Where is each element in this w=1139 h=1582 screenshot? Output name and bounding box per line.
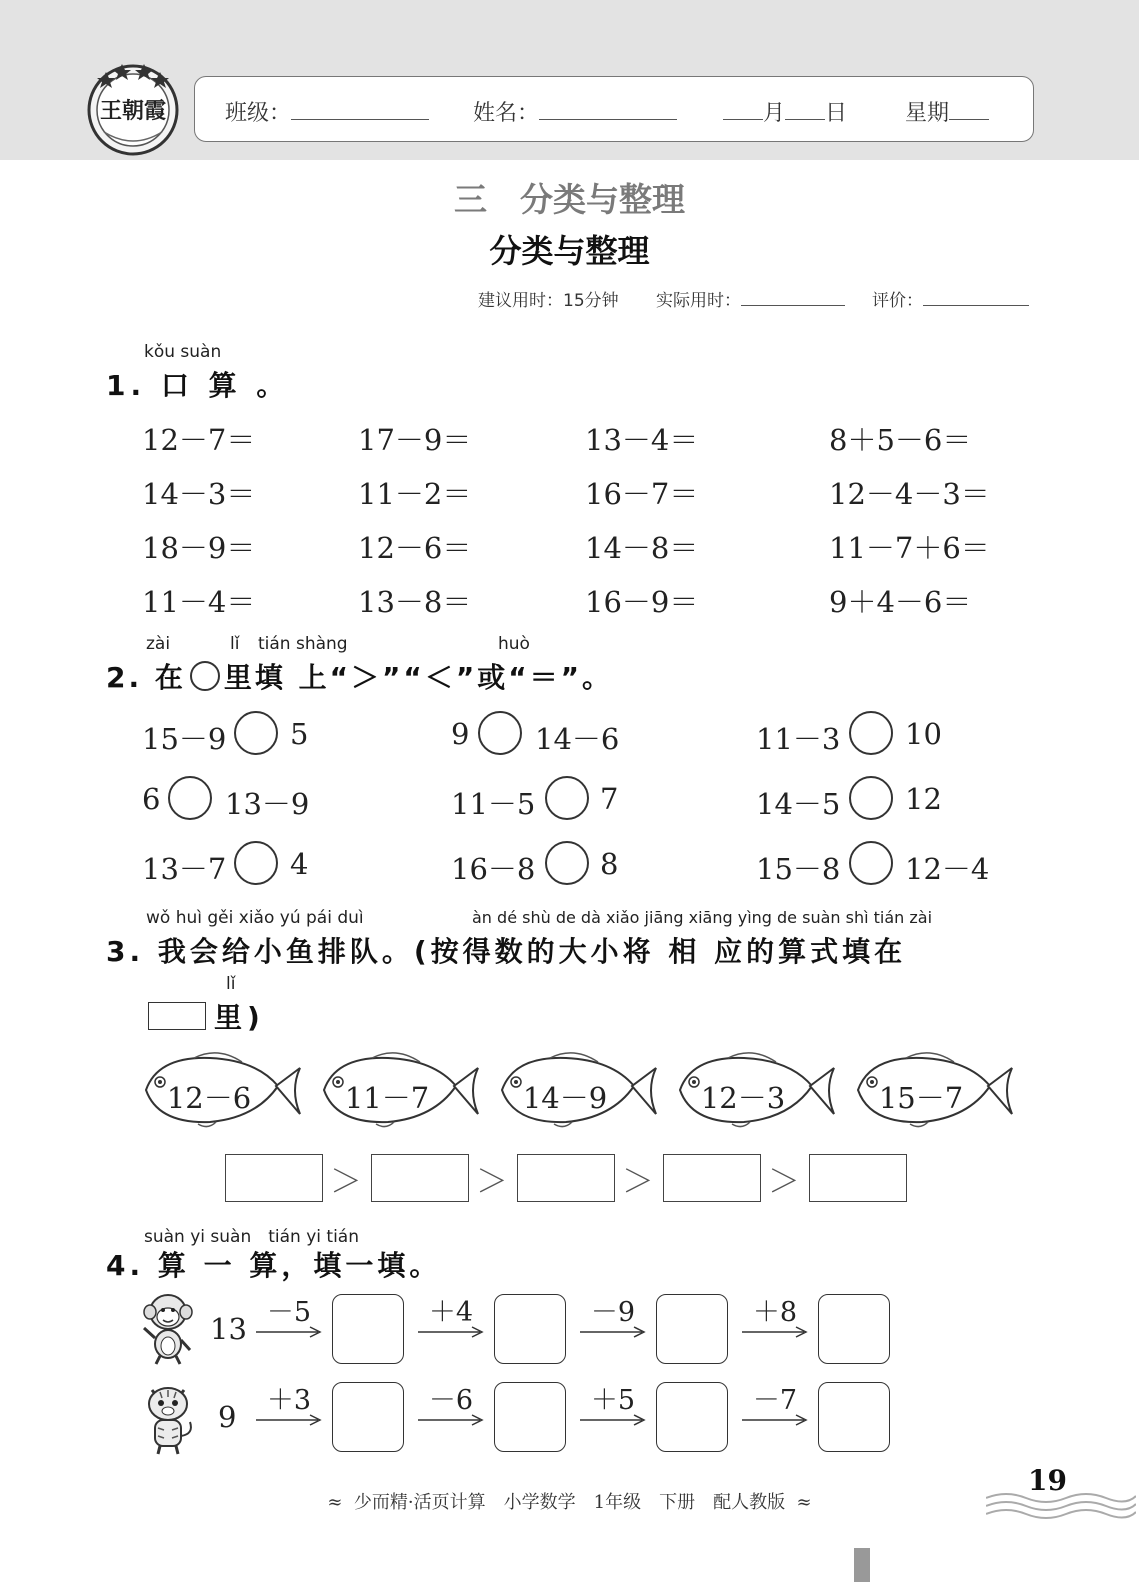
evaluation-label: 评价： (872, 291, 923, 311)
compare-left: 11－5 (451, 787, 536, 821)
arrow-right-icon (256, 1325, 322, 1339)
day-label: 日 (825, 101, 848, 126)
chain-answer-box[interactable] (494, 1382, 566, 1452)
lesson-title: 分类与整理 (489, 232, 650, 270)
compare-circle[interactable] (849, 711, 893, 755)
chain-answer-box[interactable] (656, 1382, 728, 1452)
order-answer-box[interactable] (663, 1154, 761, 1202)
greater-than-sign: ＞ (476, 1162, 509, 1200)
day-blank[interactable] (785, 100, 825, 120)
date-field[interactable] (723, 96, 847, 127)
q3-title: 3. 我会给小鱼排队。(按得数的大小将 相 应的算式填在 (106, 935, 907, 968)
compare-right: 12 (905, 782, 942, 816)
fish-card (850, 1046, 1014, 1134)
q1-expression[interactable]: 17－9＝ (358, 423, 472, 457)
chain-answer-box[interactable] (494, 1294, 566, 1364)
order-answer-box[interactable] (809, 1154, 907, 1202)
q4-title: 4. 算 一 算，填一填。 (106, 1249, 442, 1282)
month-blank[interactable] (723, 100, 763, 120)
q1-expression[interactable]: 13－4＝ (585, 423, 699, 457)
name-field[interactable] (473, 96, 677, 127)
arrow-right-icon (418, 1325, 484, 1339)
compare-right: 12－4 (905, 852, 990, 886)
q1-expression[interactable]: 18－9＝ (142, 531, 256, 565)
chain-answer-box[interactable] (332, 1294, 404, 1364)
chain-answer-box[interactable] (656, 1294, 728, 1364)
arrow-right-icon (742, 1325, 808, 1339)
chain-start-number: 13 (210, 1312, 247, 1346)
name-label: 姓名： (473, 101, 540, 126)
q1-pinyin: kǒu suàn (144, 342, 222, 362)
compare-left: 9 (451, 717, 470, 751)
actual-time-label: 实际用时： (656, 291, 741, 311)
q1-expression[interactable]: 16－7＝ (585, 477, 699, 511)
fish-expression: 14－9 (522, 1081, 608, 1115)
order-answer-box[interactable] (225, 1154, 323, 1202)
compare-right: 5 (290, 717, 309, 751)
fish-expression: 12－6 (166, 1081, 252, 1115)
q1-expression[interactable]: 14－8＝ (585, 531, 699, 565)
circle-icon (190, 661, 220, 691)
chain-answer-box[interactable] (818, 1294, 890, 1364)
evaluation-field[interactable] (872, 286, 1029, 311)
student-info-box (194, 76, 1034, 142)
q2-pinyin-huo: huò (498, 634, 530, 654)
week-label: 星期 (905, 101, 950, 126)
chain-answer-box[interactable] (332, 1382, 404, 1452)
chain-operation: ＋3 (266, 1385, 312, 1416)
arrow-right-icon (256, 1413, 322, 1427)
q3-pinyin-li: lǐ (226, 974, 236, 994)
fish-card (138, 1046, 302, 1134)
q1-expression[interactable]: 11－2＝ (358, 477, 472, 511)
week-blank[interactable] (949, 100, 989, 120)
q4-pinyin: suàn yi suàn tián yi tián (144, 1227, 359, 1247)
q1-expression[interactable]: 16－9＝ (585, 585, 699, 619)
chain-operation: ＋4 (428, 1297, 474, 1328)
q1-expression[interactable]: 14－3＝ (142, 477, 256, 511)
chain-answer-box[interactable] (818, 1382, 890, 1452)
compare-left: 14－5 (756, 787, 841, 821)
compare-left: 6 (142, 782, 161, 816)
fish-expression: 15－7 (878, 1081, 964, 1115)
wave-decoration-icon (986, 1488, 1136, 1528)
footer-series-text: ≈ 少而精·活页计算 小学数学 1年级 下册 配人教版 ≈ (327, 1492, 812, 1513)
compare-right: 10 (905, 717, 942, 751)
compare-left: 11－3 (756, 722, 841, 756)
compare-right: 8 (600, 847, 619, 881)
unit-title: 三 分类与整理 (454, 180, 685, 219)
compare-right: 13－9 (225, 787, 310, 821)
compare-left: 15－9 (142, 722, 227, 756)
arrow-right-icon (742, 1413, 808, 1427)
q1-expression[interactable]: 12－6＝ (358, 531, 472, 565)
actual-time-blank[interactable] (741, 290, 845, 306)
compare-circle[interactable] (545, 841, 589, 885)
week-field[interactable] (905, 96, 989, 127)
evaluation-blank[interactable] (923, 290, 1029, 306)
q1-expression[interactable]: 13－8＝ (358, 585, 472, 619)
month-label: 月 (763, 101, 786, 126)
q2-title-post: 里填 上“＞”“＜”或“＝”。 (223, 661, 614, 694)
chain-operation: ＋8 (752, 1297, 798, 1328)
chain-operation: －6 (428, 1385, 474, 1416)
monkey-icon (138, 1290, 198, 1370)
q1-expression[interactable]: 9＋4－6＝ (829, 585, 972, 619)
order-answer-box[interactable] (517, 1154, 615, 1202)
compare-circle[interactable] (849, 776, 893, 820)
compare-circle[interactable] (478, 711, 522, 755)
fish-card (494, 1046, 658, 1134)
compare-circle[interactable] (168, 776, 212, 820)
compare-circle[interactable] (545, 776, 589, 820)
publisher-logo (84, 58, 182, 156)
name-blank[interactable] (539, 100, 677, 120)
q3-pinyin-a: wǒ huì gěi xiǎo yú pái duì (146, 908, 364, 928)
page-number: 19 (1028, 1464, 1067, 1497)
greater-than-sign: ＞ (330, 1162, 363, 1200)
arrow-right-icon (580, 1325, 646, 1339)
arrow-right-icon (580, 1413, 646, 1427)
class-field[interactable] (225, 96, 429, 127)
compare-right: 7 (600, 782, 619, 816)
chain-operation: －7 (752, 1385, 798, 1416)
actual-time-field[interactable] (656, 286, 845, 311)
q1-title: 1. 口 算 。 (106, 369, 290, 402)
fish-expression: 11－7 (344, 1081, 430, 1115)
suggested-time: 建议用时：15分钟 (478, 291, 619, 311)
q2-title (106, 656, 613, 696)
class-label: 班级： (225, 101, 292, 126)
chain-operation: ＋5 (590, 1385, 636, 1416)
q1-expression[interactable]: 11－4＝ (142, 585, 256, 619)
fish-expression: 12－3 (700, 1081, 786, 1115)
chain-start-number: 9 (218, 1400, 237, 1434)
compare-left: 16－8 (451, 852, 536, 886)
q2-title-pre: 2. 在 (106, 661, 186, 694)
greater-than-sign: ＞ (768, 1162, 801, 1200)
compare-left: 15－8 (756, 852, 841, 886)
q1-expression[interactable]: 8＋5－6＝ (829, 423, 972, 457)
q1-expression[interactable]: 12－4－3＝ (829, 477, 990, 511)
q3-title-line2: 里) (214, 1001, 265, 1034)
compare-right: 14－6 (535, 722, 620, 756)
chain-operation: －5 (266, 1297, 312, 1328)
q2-pinyin-li: lǐ (230, 634, 240, 654)
compare-right: 4 (290, 847, 309, 881)
compare-left: 13－7 (142, 852, 227, 886)
arrow-right-icon (418, 1413, 484, 1427)
compare-circle[interactable] (234, 841, 278, 885)
page-edge-tab (854, 1548, 870, 1582)
q3-answer-box-icon (148, 1002, 206, 1030)
fish-card (316, 1046, 480, 1134)
tiger-cub-icon (138, 1380, 198, 1460)
compare-circle[interactable] (849, 841, 893, 885)
class-blank[interactable] (291, 100, 429, 120)
q1-expression[interactable]: 12－7＝ (142, 423, 256, 457)
q1-expression[interactable]: 11－7＋6＝ (829, 531, 990, 565)
q3-pinyin-b: àn dé shù de dà xiǎo jiāng xiāng yìng de suàn shì tián zài (472, 908, 933, 927)
q2-pinyin-tianshang: tián shàng (258, 634, 348, 654)
svg-text:王朝霞: 王朝霞 (99, 98, 167, 124)
order-answer-box[interactable] (371, 1154, 469, 1202)
fish-card (672, 1046, 836, 1134)
compare-circle[interactable] (234, 711, 278, 755)
greater-than-sign: ＞ (622, 1162, 655, 1200)
chain-operation: －9 (590, 1297, 636, 1328)
q2-pinyin-zai: zài (146, 634, 171, 654)
